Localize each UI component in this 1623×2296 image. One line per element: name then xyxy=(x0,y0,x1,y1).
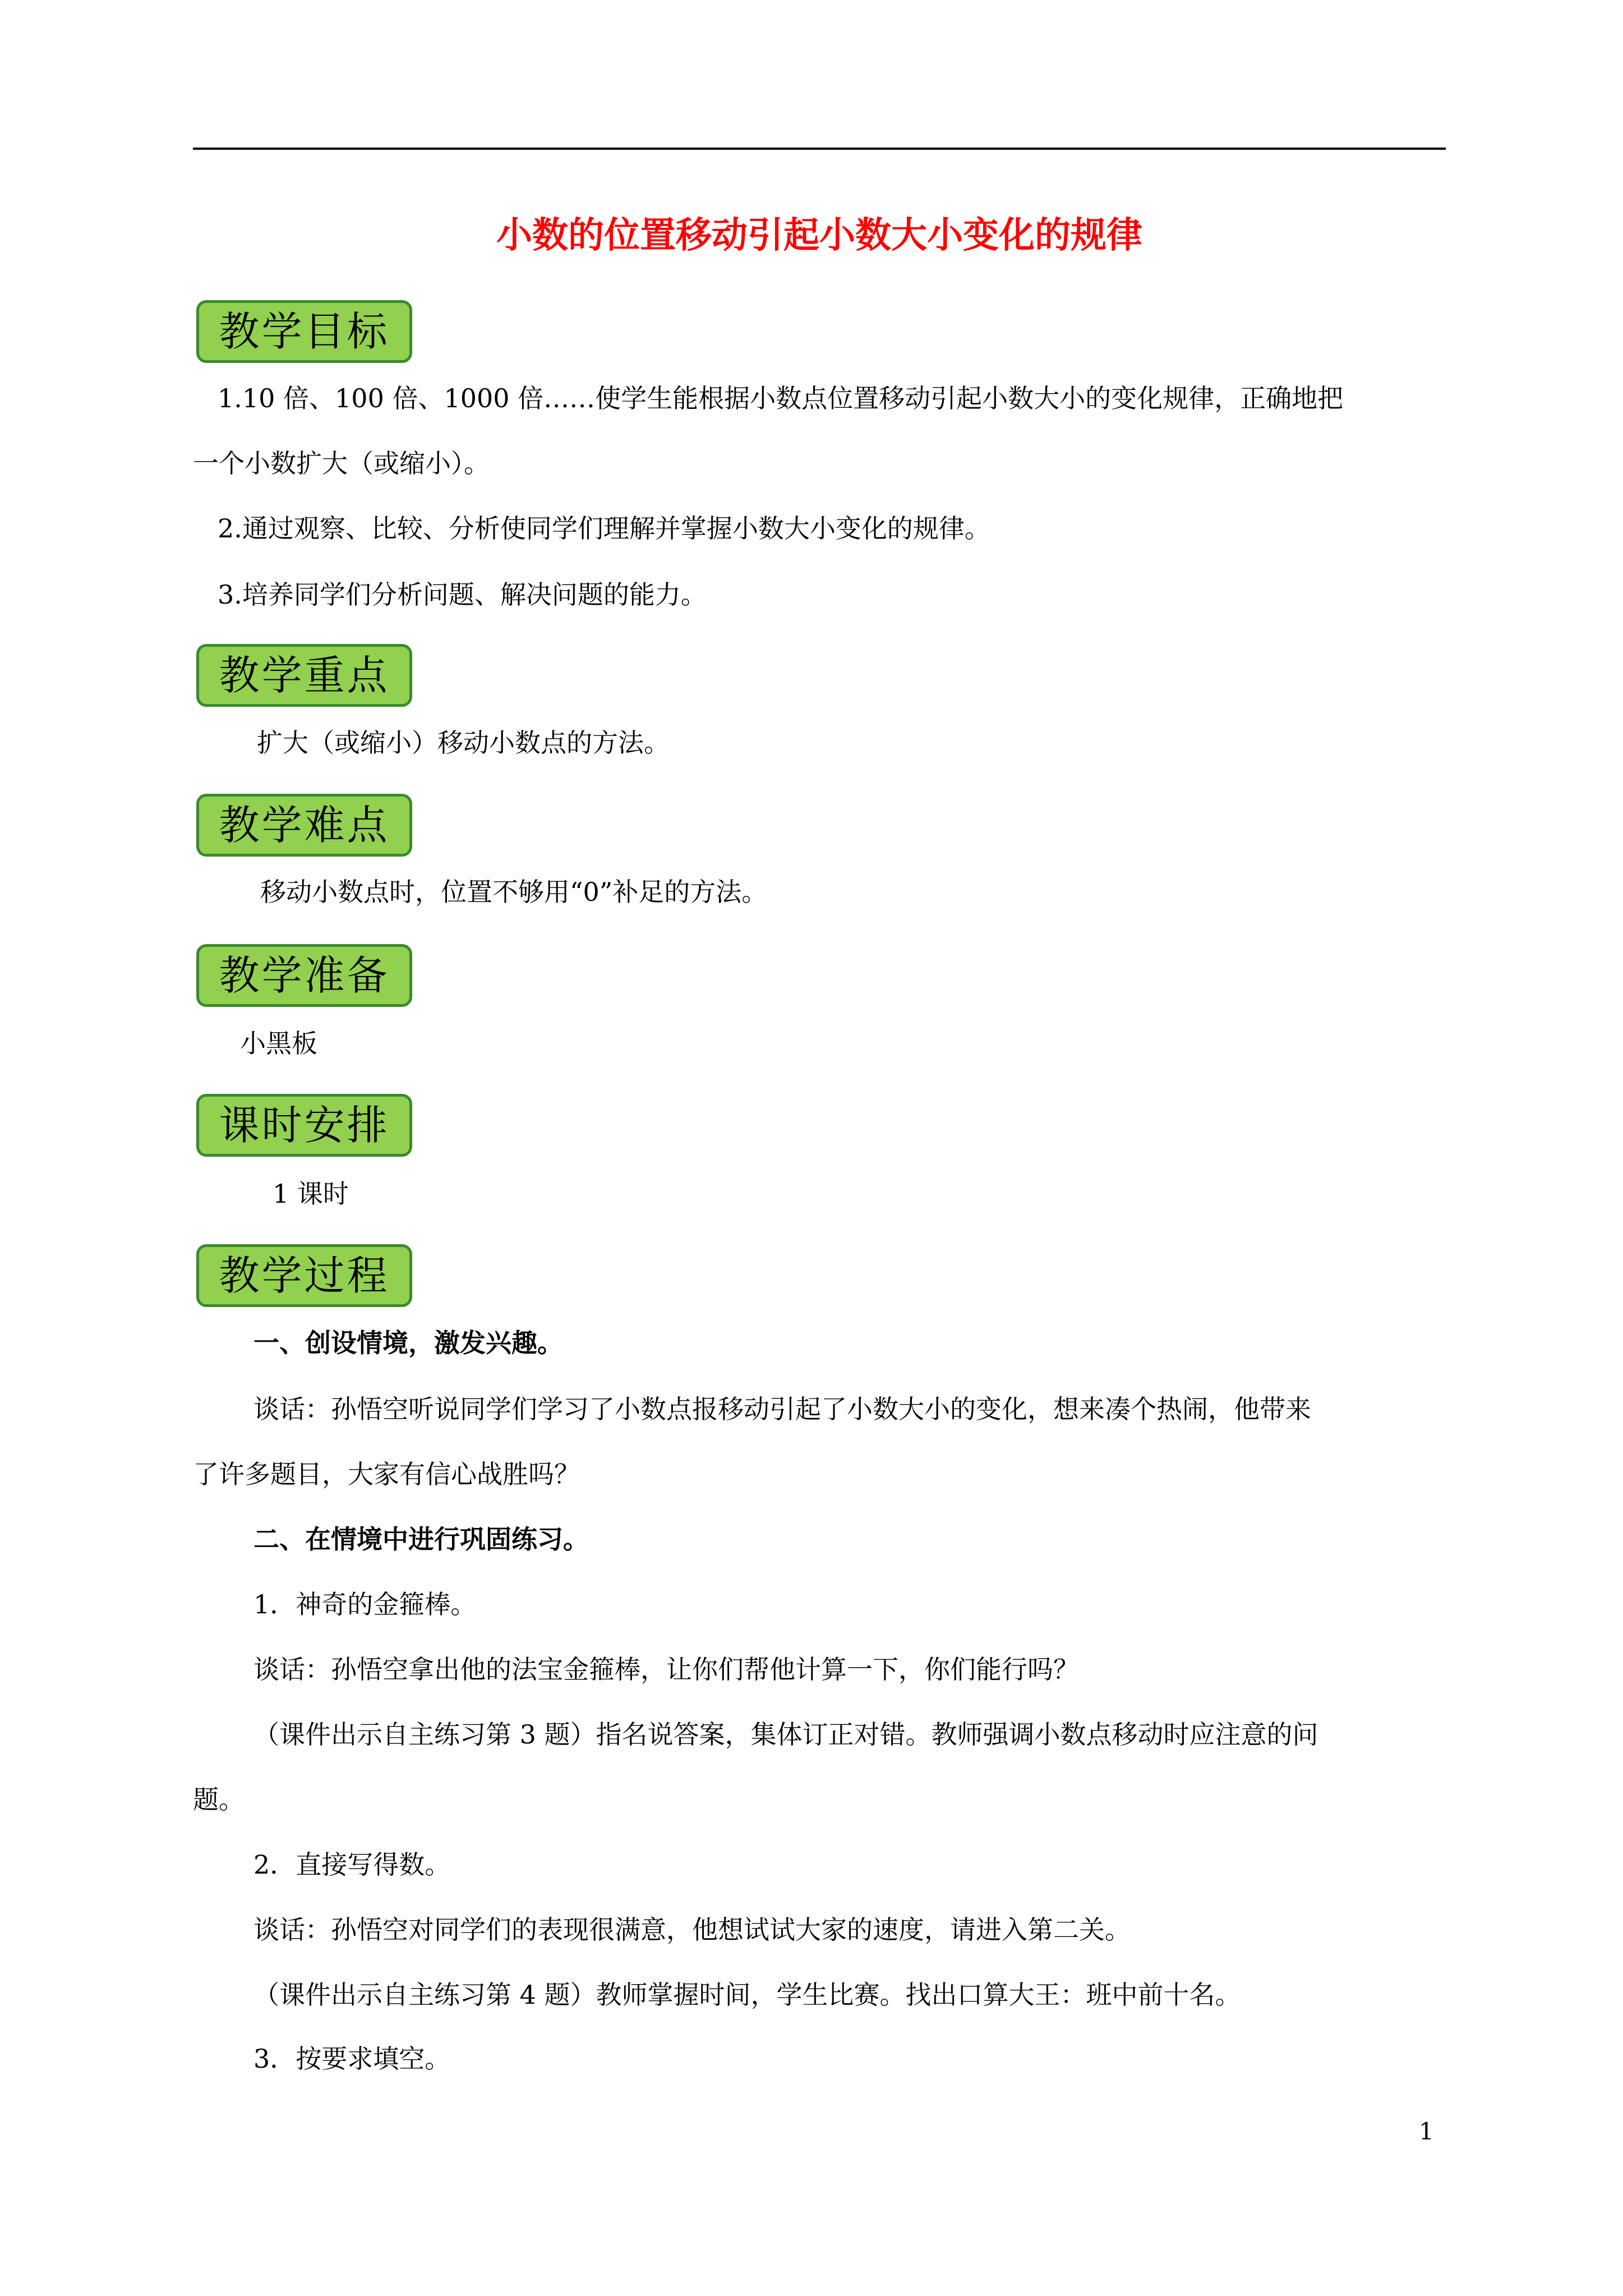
section-heading-process: 教学过程 xyxy=(196,1244,412,1307)
process-part-1-talk-line-2: 了许多题目，大家有信心战胜吗？ xyxy=(193,1459,580,1489)
process-item-2-note: （课件出示自主练习第 4 题）教师掌握时间，学生比赛。找出口算大王：班中前十名。 xyxy=(253,1980,1241,2010)
schedule-text: 1 课时 xyxy=(273,1179,349,1209)
process-item-1-note-line-1: （课件出示自主练习第 3 题）指名说答案，集体订正对错。教师强调小数点移动时应注意的问 xyxy=(253,1719,1318,1750)
objective-2: 2.通过观察、比较、分析使同学们理解并掌握小数大小变化的规律。 xyxy=(218,513,990,544)
process-part-1-title: 一、创设情境，激发兴趣。 xyxy=(253,1328,563,1358)
objective-1-line-1: 1.10 倍、100 倍、1000 倍……使学生能根据小数点位置移动引起小数大小的变化规律，正确地把 xyxy=(218,383,1344,413)
section-heading-difficulties: 教学难点 xyxy=(196,794,412,857)
section-heading-objectives: 教学目标 xyxy=(196,300,412,363)
page-number: 1 xyxy=(1419,2118,1434,2145)
process-item-1-talk: 谈话：孙悟空拿出他的法宝金箍棒，让你们帮他计算一下，你们能行吗？ xyxy=(253,1654,1079,1685)
process-item-1-note-line-2: 题。 xyxy=(193,1784,245,1815)
process-item-2-title: 2．直接写得数。 xyxy=(253,1849,451,1880)
section-heading-schedule: 课时安排 xyxy=(196,1094,412,1157)
process-item-1-title: 1．神奇的金箍棒。 xyxy=(253,1589,477,1619)
process-part-2-title: 二、在情境中进行巩固练习。 xyxy=(253,1524,589,1554)
difficulties-text: 移动小数点时，位置不够用“0”补足的方法。 xyxy=(260,877,768,907)
section-heading-preparation: 教学准备 xyxy=(196,944,412,1007)
objective-1-line-2: 一个小数扩大（或缩小）。 xyxy=(193,448,490,478)
key-points-text: 扩大（或缩小）移动小数点的方法。 xyxy=(257,728,670,758)
header-rule xyxy=(193,148,1446,150)
process-part-1-talk-line-1: 谈话：孙悟空听说同学们学习了小数点报移动引起了小数大小的变化，想来凑个热闹，他带来 xyxy=(253,1394,1311,1424)
objective-3: 3.培养同学们分析问题、解决问题的能力。 xyxy=(218,579,707,610)
section-heading-key-points: 教学重点 xyxy=(196,644,412,707)
process-item-2-talk: 谈话：孙悟空对同学们的表现很满意，他想试试大家的速度，请进入第二关。 xyxy=(253,1915,1131,1945)
document-title: 小数的位置移动引起小数大小变化的规律 xyxy=(496,215,1142,256)
process-item-3-title: 3．按要求填空。 xyxy=(253,2044,451,2074)
preparation-text: 小黑板 xyxy=(240,1028,317,1059)
